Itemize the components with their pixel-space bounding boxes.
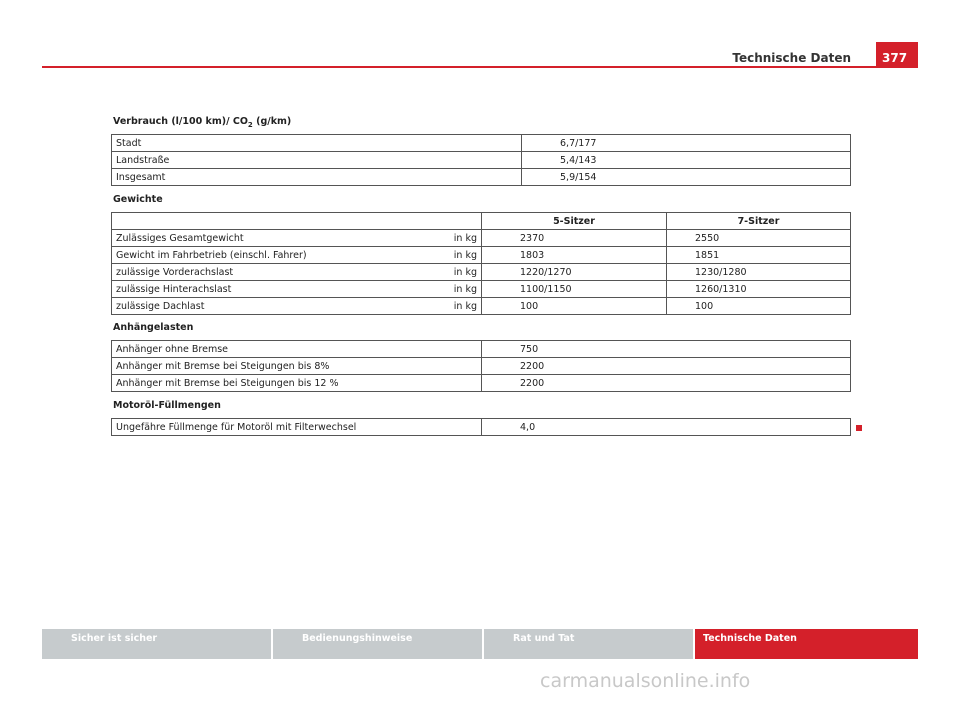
verbrauch-heading-main: Verbrauch (l/100 km)/ CO <box>113 116 248 127</box>
section-heading-verbrauch <box>113 116 291 129</box>
cell-5-sitzer: 1803 <box>482 247 667 264</box>
row-label: Zulässiges Gesamtgewicht <box>112 230 447 247</box>
row-unit: in kg <box>447 298 482 315</box>
section-heading-motoroel: Motoröl-Füllmengen <box>113 400 221 411</box>
header-rule <box>42 66 918 68</box>
footer-tab-rat-und-tat[interactable]: Rat und Tat <box>484 629 695 659</box>
row-label: Landstraße <box>112 152 522 169</box>
footer-tab-technische-daten[interactable]: Technische Daten <box>695 629 918 659</box>
row-label: Gewicht im Fahrbetrieb (einschl. Fahrer) <box>112 247 447 264</box>
cell-7-sitzer: 1851 <box>667 247 851 264</box>
row-label: Insgesamt <box>112 169 522 186</box>
table-row <box>112 169 851 186</box>
row-value: 750 <box>482 341 851 358</box>
row-unit: in kg <box>447 264 482 281</box>
table-row <box>112 230 851 247</box>
verbrauch-table <box>111 134 851 186</box>
row-value: 6,7/177 <box>522 135 851 152</box>
row-unit: in kg <box>447 281 482 298</box>
row-label: zulässige Vorderachslast <box>112 264 447 281</box>
row-unit: in kg <box>447 247 482 264</box>
table-row <box>112 281 851 298</box>
table-row <box>112 419 851 436</box>
section-end-marker <box>856 425 862 431</box>
table-row <box>112 264 851 281</box>
row-label: zulässige Hinterachslast <box>112 281 447 298</box>
verbrauch-heading-subscript: 2 <box>247 120 253 129</box>
cell-5-sitzer: 100 <box>482 298 667 315</box>
row-unit: in kg <box>447 230 482 247</box>
column-header-7-sitzer: 7-Sitzer <box>667 213 851 230</box>
motoroel-table <box>111 418 851 436</box>
cell-5-sitzer: 1220/1270 <box>482 264 667 281</box>
page-header-title: Technische Daten <box>732 51 851 65</box>
page-number: 377 <box>876 42 918 67</box>
row-label: Anhänger ohne Bremse <box>112 341 482 358</box>
cell-5-sitzer: 1100/1150 <box>482 281 667 298</box>
verbrauch-heading-tail: (g/km) <box>252 116 292 127</box>
row-label: Stadt <box>112 135 522 152</box>
cell-7-sitzer: 100 <box>667 298 851 315</box>
cell-7-sitzer: 1230/1280 <box>667 264 851 281</box>
anhaengelasten-table <box>111 340 851 392</box>
cell-7-sitzer: 2550 <box>667 230 851 247</box>
row-value: 2200 <box>482 358 851 375</box>
section-heading-anhaengelasten: Anhängelasten <box>113 322 194 333</box>
row-label: zulässige Dachlast <box>112 298 447 315</box>
table-row <box>112 247 851 264</box>
table-header-row <box>112 213 851 230</box>
row-value: 2200 <box>482 375 851 392</box>
row-value: 4,0 <box>482 419 851 436</box>
row-label: Anhänger mit Bremse bei Steigungen bis 8% <box>112 358 482 375</box>
section-heading-gewichte: Gewichte <box>113 194 163 205</box>
row-value: 5,4/143 <box>522 152 851 169</box>
table-row <box>112 298 851 315</box>
cell-5-sitzer: 2370 <box>482 230 667 247</box>
table-row <box>112 341 851 358</box>
footer-navigation <box>42 629 918 659</box>
row-label: Anhänger mit Bremse bei Steigungen bis 12 % <box>112 375 482 392</box>
footer-tab-sicher-ist-sicher[interactable]: Sicher ist sicher <box>42 629 273 659</box>
column-header-5-sitzer: 5-Sitzer <box>482 213 667 230</box>
watermark-text: carmanualsonline.info <box>540 670 751 692</box>
row-label: Ungefähre Füllmenge für Motoröl mit Filterwechsel <box>112 419 482 436</box>
cell-7-sitzer: 1260/1310 <box>667 281 851 298</box>
table-row <box>112 375 851 392</box>
footer-tab-bedienungshinweise[interactable]: Bedienungshinweise <box>273 629 484 659</box>
table-row <box>112 135 851 152</box>
gewichte-table <box>111 212 851 315</box>
table-row <box>112 152 851 169</box>
table-row <box>112 358 851 375</box>
row-value: 5,9/154 <box>522 169 851 186</box>
